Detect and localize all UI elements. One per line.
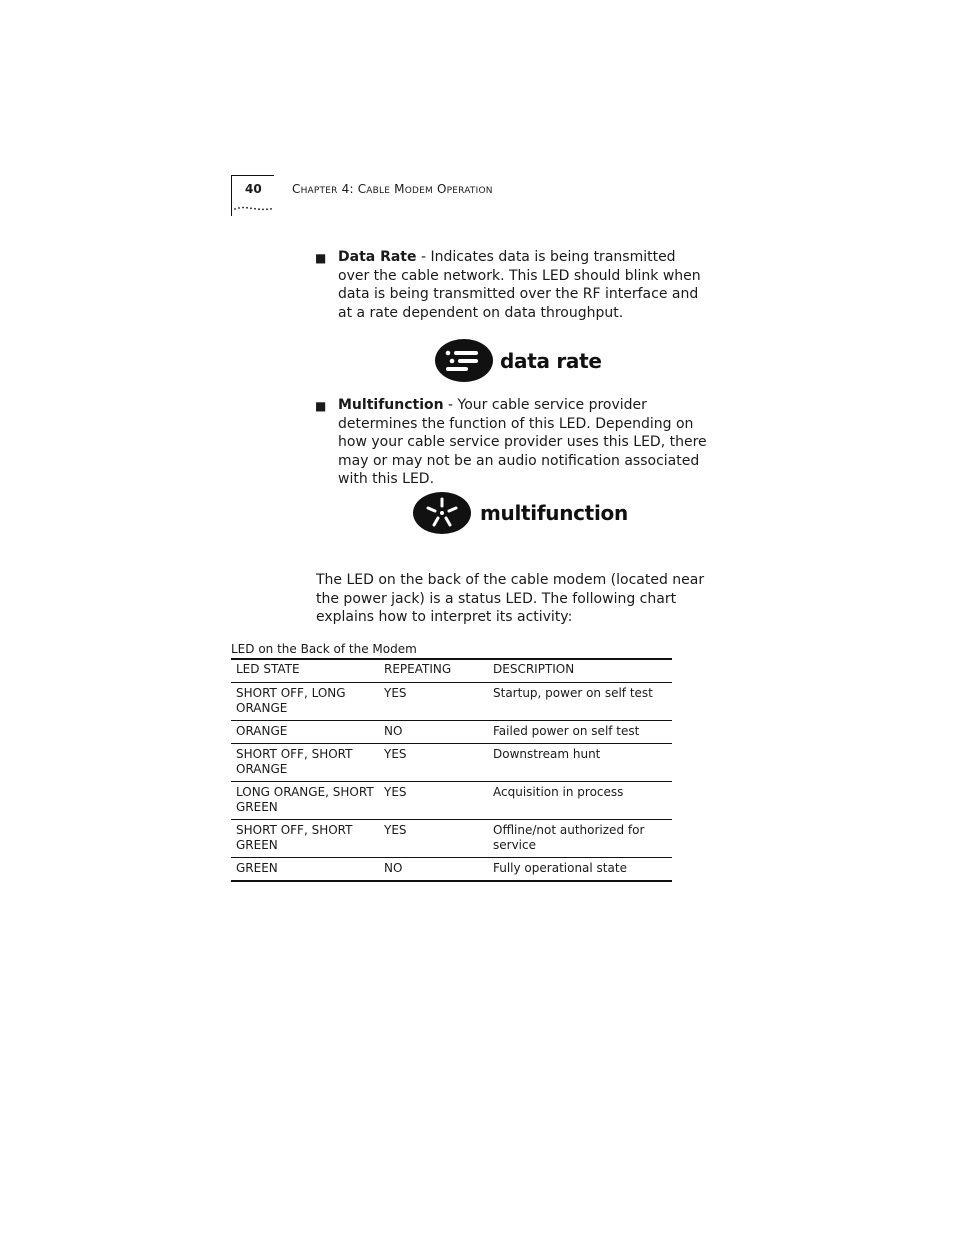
running-head-cap: O [437, 182, 447, 196]
led-state-cell: LONG ORANGE, SHORT GREEN [231, 782, 379, 820]
multifunction-icon [412, 491, 472, 535]
page-number: 40 [245, 182, 262, 196]
running-head-word: HAPTER [300, 186, 338, 196]
intro-paragraph: The LED on the back of the cable modem (located near the power jack) is a status LED. The following chart explains how to interpret its activity: [316, 572, 705, 625]
table-caption: LED on the Back of the Modem [231, 642, 417, 656]
dotted-rule-icon [233, 200, 275, 212]
led-state-cell: SHORT OFF, SHORT GREEN [231, 820, 379, 858]
table-row [231, 721, 672, 744]
table-row [231, 744, 672, 782]
led-status-table [231, 658, 672, 882]
column-header-repeating: REPEATING [379, 659, 488, 683]
bullet-term: Data Rate [338, 249, 417, 265]
running-head-word: PERATION [446, 186, 493, 196]
description-cell: Fully operational state [488, 858, 672, 882]
column-header-description: DESCRIPTION [488, 659, 672, 683]
bullet-term: Multifunction [338, 397, 444, 413]
running-head-chapter-number: 4: [341, 182, 354, 196]
bullet-text: - Indicates data is being transmitted over the cable network. This LED should blink when data is being transmitted over the RF interface and at a rate dependent on data throughput. [338, 249, 701, 321]
multifunction-led-label: multifunction [480, 501, 628, 525]
bullet-marker: ■ [315, 251, 327, 265]
data-rate-led-label: data rate [500, 348, 602, 373]
running-head [292, 182, 493, 196]
description-cell: Acquisition in process [488, 782, 672, 820]
led-state-cell: GREEN [231, 858, 379, 882]
repeating-cell: YES [379, 820, 488, 858]
table-row [231, 683, 672, 721]
led-state-cell: SHORT OFF, LONG ORANGE [231, 683, 379, 721]
bullet-marker: ■ [315, 399, 327, 413]
table-row [231, 858, 672, 882]
running-head-word: ABLE [366, 186, 391, 196]
running-head-cap: M [394, 182, 405, 196]
repeating-cell: NO [379, 721, 488, 744]
data-rate-led-graphic [434, 338, 602, 383]
led-state-cell: SHORT OFF, SHORT ORANGE [231, 744, 379, 782]
bullet-data-rate [338, 248, 710, 322]
table-header-row [231, 659, 672, 683]
description-cell: Failed power on self test [488, 721, 672, 744]
running-head-cap: C [292, 182, 301, 196]
led-state-cell: ORANGE [231, 721, 379, 744]
bullet-multifunction [338, 396, 710, 489]
table-row [231, 820, 672, 858]
repeating-cell: YES [379, 744, 488, 782]
repeating-cell: YES [379, 683, 488, 721]
repeating-cell: YES [379, 782, 488, 820]
repeating-cell: NO [379, 858, 488, 882]
table-row [231, 782, 672, 820]
column-header-led-state: LED STATE [231, 659, 379, 683]
description-cell: Downstream hunt [488, 744, 672, 782]
data-rate-icon [434, 338, 494, 383]
bullet-text: - Your cable service provider determines the function of this LED. Depending on how your cable service provider uses this LED, there may or may not be an audio notification associated with this LED. [338, 397, 707, 487]
running-head-word: ODEM [404, 186, 433, 196]
description-cell: Offline/not authorized for service [488, 820, 672, 858]
running-head-cap: C [357, 182, 367, 196]
multifunction-led-graphic [412, 491, 628, 535]
description-cell: Startup, power on self test [488, 683, 672, 721]
